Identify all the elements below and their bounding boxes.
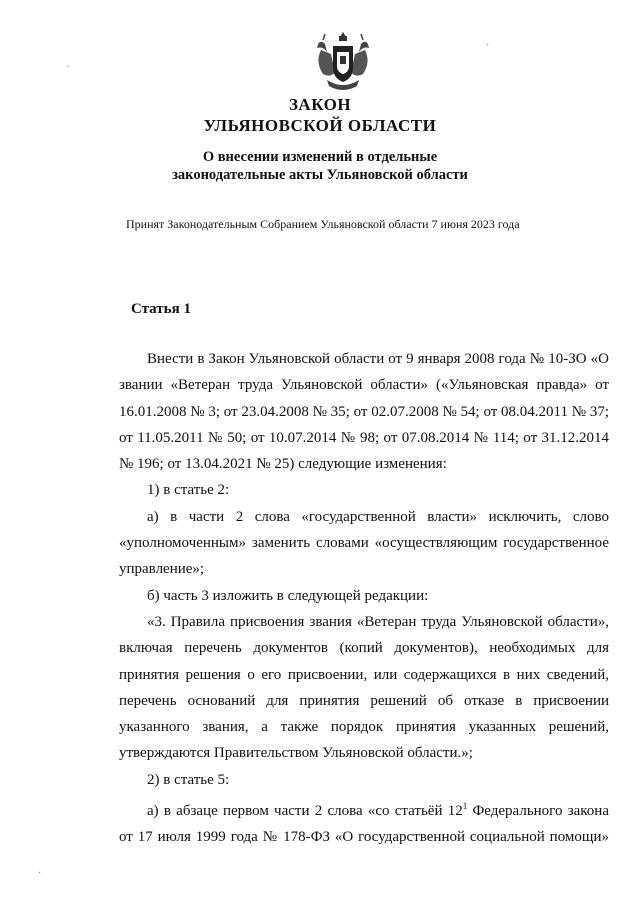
paragraph-item-2a-text: а) в абзаце первом части 2 слова «со статьёй 12 <box>147 803 463 820</box>
law-title: ЗАКОН <box>288 95 352 114</box>
article-body <box>119 346 609 851</box>
paragraph-item-2a-cont: Федерального закона от 17 июля 1999 года № 178-ФЗ «О государственной социальной помощи» <box>119 803 609 846</box>
article-heading: Статья 1 <box>131 301 191 317</box>
scan-speck: · <box>38 868 42 879</box>
scan-speck: · <box>66 62 70 73</box>
coat-of-arms-emblem <box>313 28 373 94</box>
law-subject-line2: законодательные акты Ульяновской области <box>172 167 468 183</box>
paragraph-intro: Внести в Закон Ульяновской области от 9 января 2008 года № 10-ЗО «О звании «Ветеран труда Ульяновской области» («Ульяновская правда» от 16.01.2008 № 3; от 23.04.2008 № 35; от 02.07.2008 № 54; от 08.04.2011 № 37; от 11.05.2011 № 50; от 10.07.2014 № 98; от 07.08.2014 № 114; от 31.12.2014 № 196; от 13.04.2021 № 25) следующие изменения: <box>119 351 609 473</box>
law-region: УЛЬЯНОВСКОЙ ОБЛАСТИ <box>203 116 437 135</box>
paragraph-quote: «3. Правила присвоения звания «Ветеран труда Ульяновской области», включая перечень документов (копий документов), необходимых для принятия решения о его присвоении, или содержащихся в них сведений, перечень оснований для принятия решений об отказе в присвоении указанного звания, а также порядок принятия указанных решений, утверждаются Правительством Ульяновской области.»; <box>119 613 609 762</box>
paragraph-item-2a <box>119 793 609 851</box>
paragraph-item-1a: а) в части 2 слова «государственной власти» исключить, слово «уполномоченным» заменить словами «осуществляющим государственное управление»; <box>119 508 609 578</box>
superscript-1: 1 <box>462 801 468 812</box>
paragraph-item-1: 1) в статье 2: <box>147 482 230 499</box>
adoption-note: Принят Законодательным Собранием Ульяновской области 7 июня 2023 года <box>126 217 520 231</box>
scan-speck: · <box>486 40 490 51</box>
law-subject-line1: О внесении изменений в отдельные <box>202 149 438 165</box>
paragraph-item-2: 2) в статье 5: <box>147 771 230 788</box>
paragraph-item-1b: б) часть 3 изложить в следующей редакции: <box>147 587 429 604</box>
